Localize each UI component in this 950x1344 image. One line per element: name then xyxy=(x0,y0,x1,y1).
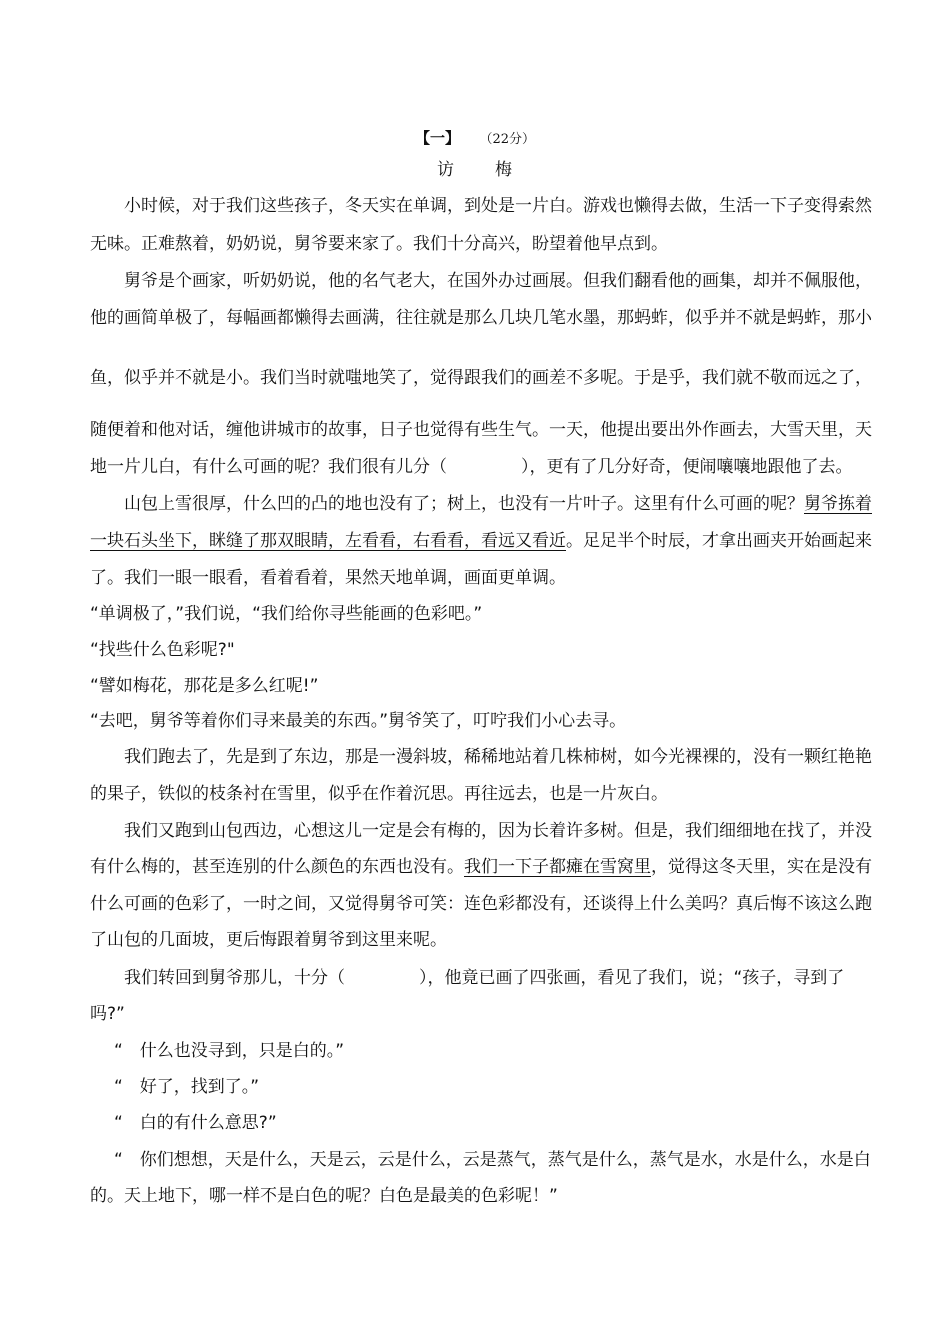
dialogue-line: “ 你们想想，天是什么，天是云，云是什么，云是蒸气，蒸气是什么，蒸气是水，水是什么，水是白 xyxy=(114,1150,871,1170)
text-line xyxy=(90,964,862,992)
text-line xyxy=(90,853,872,881)
text-line: 吗?” xyxy=(90,1004,125,1024)
text-line: 了。我们一眼一眼看，看着看着，果然天地单调，画面更单调。 xyxy=(90,568,566,588)
text-segment: 。足足半个时辰，才拿出画夹开始画起来 xyxy=(566,531,872,551)
underlined-passage: 舅爷拣着 xyxy=(804,494,872,514)
dialogue-line: “找些什么色彩呢?" xyxy=(90,640,235,660)
text-segment: 有什么梅的，甚至连别的什么颜色的东西也没有。 xyxy=(90,857,464,877)
text-line: 鱼，似乎并不就是小。我们当时就嗤地笑了，觉得跟我们的画差不多呢。于是乎，我们就不敬而远之了， xyxy=(90,368,872,388)
text-line: 舅爷是个画家，听奶奶说，他的名气老大，在国外办过画展。但我们翻看他的画集，却并不佩服他， xyxy=(90,271,872,291)
dialogue-line: “ 好了，找到了。” xyxy=(114,1077,260,1097)
text-line: 的。天上地下，哪一样不是白色的呢？白色是最美的色彩呢！” xyxy=(90,1186,558,1206)
text-segment: 地一片儿白，有什么可画的呢？我们很有儿分（ xyxy=(90,457,447,477)
underlined-passage: 我们一下子都瘫在雪窝里 xyxy=(464,857,651,877)
text-line: 的果子，铁似的枝条衬在雪里，似乎在作着沉思。再往远去，也是一片灰白。 xyxy=(90,784,668,804)
dialogue-line: “譬如梅花，那花是多么红呢!” xyxy=(90,676,319,696)
text-segment: ，觉得这冬天里，实在是没有 xyxy=(651,857,872,877)
text-segment: ），更有了几分好奇，便闹嚷嚷地跟他了去。 xyxy=(521,457,853,477)
text-line: 他的画简单极了，每幅画都懒得去画满，往往就是那么几块几笔水墨，那蚂蚱，似乎并不就是蚂蚱，那小 xyxy=(90,308,872,328)
title-char-2: 梅 xyxy=(495,160,513,180)
dialogue-line: “单调极了，”我们说，“我们给你寻些能画的色彩吧。” xyxy=(90,604,483,624)
text-line: 小时候，对于我们这些孩子，冬天实在单调，到处是一片白。游戏也懒得去做，生活一下子变得索然 xyxy=(90,196,872,216)
text-segment: 我们转回到舅爷那儿，十分（ xyxy=(90,968,345,988)
title-char-1: 访 xyxy=(437,160,455,180)
text-segment: ），他竟已画了四张画，看见了我们，说；“孩子，寻到了 xyxy=(419,968,845,988)
text-line: 什么可画的色彩了，一时之间，又觉得舅爷可笑：连色彩都没有，还谈得上什么美吗？真后悔不该这么跑 xyxy=(90,894,872,914)
text-line: 我们又跑到山包西边，心想这儿一定是会有梅的，因为长着许多树。但是，我们细细地在找了，并没 xyxy=(90,821,872,841)
dialogue-line: “ 白的有什么意思?” xyxy=(114,1113,277,1133)
underlined-passage: 一块石头坐下，眯缝了那双眼睛，左看看，右看看，看远又看近 xyxy=(90,531,566,551)
text-segment: 山包上雪很厚，什么凹的凸的地也没有了；树上，也没有一片叶子。这里有什么可画的呢？ xyxy=(90,494,804,514)
section-heading xyxy=(0,128,950,150)
section-score: （22分） xyxy=(485,132,536,147)
section-label: 【一】 xyxy=(414,129,460,147)
text-line: 无味。正难熬着，奶奶说，舅爷要来家了。我们十分高兴，盼望着他早点到。 xyxy=(90,234,668,254)
text-line: 我们跑去了，先是到了东边，那是一漫斜坡，稀稀地站着几株柿树，如今光裸裸的，没有一颗红艳艳 xyxy=(90,747,872,767)
text-line: 随便着和他对话，缠他讲城市的故事，日子也觉得有些生气。一天，他提出要出外作画去，大雪天里，天 xyxy=(90,420,872,440)
dialogue-line: “ 什么也没寻到，只是白的。” xyxy=(114,1041,345,1061)
text-line xyxy=(90,527,872,555)
article-title xyxy=(0,159,950,181)
dialogue-line: “去吧，舅爷等着你们寻来最美的东西。”舅爷笑了，叮咛我们小心去寻。 xyxy=(90,711,627,731)
text-line xyxy=(90,490,872,518)
text-line xyxy=(90,453,862,481)
text-line: 了山包的几面坡，更后悔跟着舅爷到这里来呢。 xyxy=(90,930,447,950)
